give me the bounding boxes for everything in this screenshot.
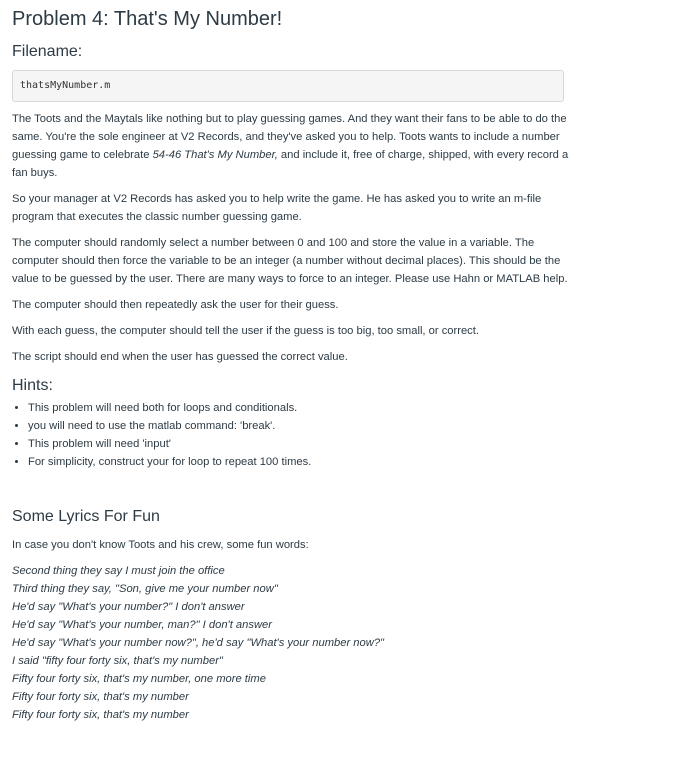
hint-item: • This problem will need 'input': [28, 435, 570, 453]
hint-item: • This problem will need both for loops and conditionals.: [28, 399, 570, 417]
lyric-line: He'd say "What's your number, man?" I don't answer: [12, 619, 272, 631]
filename-code-block: thatsMyNumber.m: [12, 70, 564, 102]
hints-list: [12, 399, 570, 471]
lyric-line: I said "fifty four forty six, that's my number": [12, 655, 223, 667]
filename-heading: Filename:: [12, 43, 83, 60]
lyric-line: He'd say "What's your number now?", he'd say "What's your number now?": [12, 637, 385, 649]
intro-text-start: The Toots and the Maytals like nothing but to play guessing games. And they want their fans to be able to do the same. You're the sole engineer at V2 Records, and they've asked you to help. Toots wants to include a number guessing game to celebrate: [12, 113, 567, 161]
paragraph: The script should end when the user has guessed the correct value.: [12, 351, 348, 363]
paragraph: The computer should then repeatedly ask the user for their guess.: [12, 299, 339, 311]
hints-heading: Hints:: [12, 377, 53, 394]
lyrics-intro: In case you don't know Toots and his crew, some fun words:: [12, 539, 309, 551]
hint-item: • you will need to use the matlab command: 'break'.: [28, 417, 570, 435]
paragraph: With each guess, the computer should tell the user if the guess is too big, too small, or correct.: [12, 325, 479, 337]
paragraph: The computer should randomly select a number between 0 and 100 and store the value in a variable. The computer should then force the variable to be an integer (a number without decimal places). This should be the value to be guessed by the user. There are many ways to force to an integer. Please use Hahn or MATLAB help.: [12, 237, 568, 285]
intro-paragraph: [12, 110, 570, 182]
page-title: Problem 4: That's My Number!: [12, 8, 283, 30]
lyric-line: Second thing they say I must join the office: [12, 565, 225, 577]
lyric-line: Fifty four forty six, that's my number: [12, 691, 189, 703]
lyric-line: Third thing they say, "Son, give me your number now": [12, 583, 278, 595]
lyric-line: Fifty four forty six, that's my number, one more time: [12, 673, 266, 685]
lyrics-heading: Some Lyrics For Fun: [12, 508, 160, 525]
intro-text-end: and include it, free of charge, shipped, with every record a fan buys.: [12, 149, 569, 179]
song-title: 54-46 That's My Number,: [152, 149, 278, 161]
lyric-line: Fifty four forty six, that's my number: [12, 709, 189, 721]
paragraph: So your manager at V2 Records has asked you to help write the game. He has asked you to write an m-file program that executes the classic number guessing game.: [12, 193, 542, 223]
hint-item: • For simplicity, construct your for loop to repeat 100 times.: [28, 453, 570, 471]
lyrics-block: [12, 562, 570, 724]
lyric-line: He'd say "What's your number?" I don't answer: [12, 601, 245, 613]
